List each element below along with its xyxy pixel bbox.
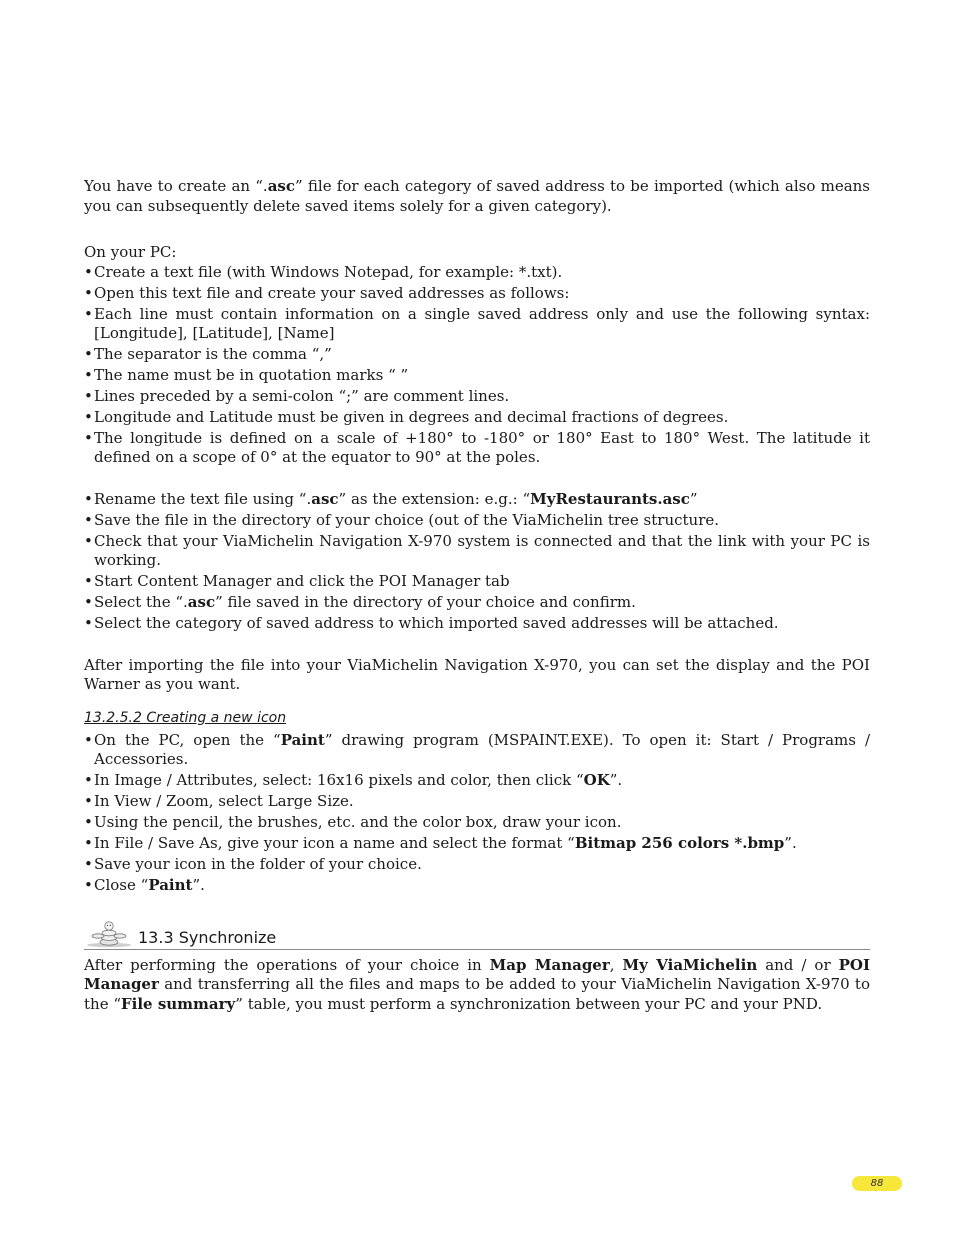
text-run: Each line must contain information on a single saved address only and use the following syntax: [Longitude], [Latitude], [Name] (94, 304, 870, 342)
list-item (84, 834, 870, 853)
page-content (84, 177, 870, 1014)
text-run: Lines preceded by a semi-colon “;” are comment lines. (94, 386, 510, 405)
text-run: ” as the extension: e.g.: “ (338, 489, 531, 508)
on-your-pc-label: On your PC: (84, 243, 177, 261)
synchronize-paragraph (84, 956, 870, 1015)
text-run: In File / Save As, give your icon a name and select the format “ (94, 833, 575, 852)
text-run: and / or (757, 955, 839, 974)
text-run: and transferring all the files and maps to be added to your ViaMichelin Navigation X-970 to the “ (84, 975, 870, 1013)
after-import-paragraph: After importing the file into your ViaMichelin Navigation X-970, you can set the display and the POI Warner as you want. (84, 655, 870, 693)
list-item (84, 771, 870, 790)
text-run: Open this text file and create your saved addresses as follows: (94, 283, 570, 302)
text-run: In View / Zoom, select Large Size. (94, 791, 354, 810)
text-run: , (609, 955, 623, 974)
intro-paragraph (84, 177, 870, 216)
list-item (84, 813, 870, 832)
list-item (84, 490, 870, 509)
text-run: The longitude is defined on a scale of +180° to -180° or 180° East to 180° West. The latitude it defined on a scope of 0° at the equator to 90° at the poles. (94, 428, 870, 466)
text-run: In Image / Attributes, select: 16x16 pixels and color, then click “ (94, 770, 584, 789)
list-item (84, 731, 870, 769)
create-icon-list (84, 731, 870, 895)
bold-term: My ViaMichelin (622, 955, 758, 974)
import-steps-list (84, 490, 870, 633)
list-item (84, 345, 870, 364)
bold-term: Bitmap 256 colors *.bmp (574, 833, 785, 852)
text-run: Using the pencil, the brushes, etc. and the color box, draw your icon. (94, 812, 622, 831)
list-item (84, 855, 870, 874)
text-run: ” file for each category of saved address to be imported (which also means you can subsequently delete saved items solely for a given category). (84, 177, 870, 215)
bold-term: MyRestaurants.asc (530, 489, 690, 508)
text-run: Start Content Manager and click the POI Manager tab (94, 571, 510, 590)
text-run: You have to create an “. (84, 177, 268, 195)
bold-term: asc (187, 592, 216, 611)
michelin-man-icon (84, 918, 134, 948)
text-run: Save the file in the directory of your choice (out of the ViaMichelin tree structure. (94, 510, 720, 529)
list-item (84, 408, 870, 427)
text-run: Create a text file (with Windows Notepad, for example: *.txt). (94, 262, 563, 281)
bold-term: Paint (148, 875, 193, 894)
text-run: The separator is the comma “,” (94, 344, 332, 363)
section-title: 13.3 Synchronize (138, 927, 277, 947)
text-run: Close “ (94, 875, 149, 894)
list-item (84, 532, 870, 570)
list-item (84, 614, 870, 633)
text-run: Select the “. (94, 592, 188, 611)
text-run: ”. (784, 833, 797, 852)
page-number-badge: 88 (852, 1176, 902, 1191)
text-run: Save your icon in the folder of your choice. (94, 854, 422, 873)
bold-term: File summary (121, 994, 236, 1013)
text-run: The name must be in quotation marks “ ” (94, 365, 409, 384)
list-item (84, 387, 870, 406)
text-run: Check that your ViaMichelin Navigation X-970 system is connected and that the link with your PC is working. (94, 531, 870, 569)
section-heading (84, 918, 870, 950)
text-run: ”. (609, 770, 623, 789)
text-run: ” (689, 489, 698, 508)
list-item (84, 572, 870, 591)
text-run: Longitude and Latitude must be given in degrees and decimal fractions of degrees. (94, 407, 729, 426)
text-run: After performing the operations of your choice in (84, 955, 490, 974)
text-run: ” table, you must perform a synchronization between your PC and your PND. (235, 994, 823, 1013)
list-item (84, 511, 870, 530)
text-run: On the PC, open the “ (94, 730, 281, 749)
bold-term: POI Manager (84, 955, 870, 993)
text-run: ”. (192, 875, 205, 894)
list-item (84, 593, 870, 612)
list-item (84, 305, 870, 343)
list-item (84, 876, 870, 895)
text-run: Rename the text file using “. (94, 489, 312, 508)
bold-term: asc (267, 177, 296, 195)
bold-term: asc (311, 489, 339, 508)
text-run: ” file saved in the directory of your choice and confirm. (215, 592, 636, 611)
text-run: Select the category of saved address to which imported saved addresses will be attached. (94, 613, 779, 632)
bold-term: Paint (280, 730, 325, 749)
list-item (84, 284, 870, 303)
bold-term: OK (583, 770, 610, 789)
list-item (84, 429, 870, 467)
bold-term: Map Manager (489, 955, 610, 974)
list-item (84, 366, 870, 385)
list-item (84, 792, 870, 811)
list-item (84, 263, 870, 282)
text-run: ” drawing program (MSPAINT.EXE). To open it: Start / Programs / Accessories. (94, 730, 870, 768)
subsection-title: 13.2.5.2 Creating a new icon (84, 709, 287, 726)
syntax-list (84, 263, 870, 467)
